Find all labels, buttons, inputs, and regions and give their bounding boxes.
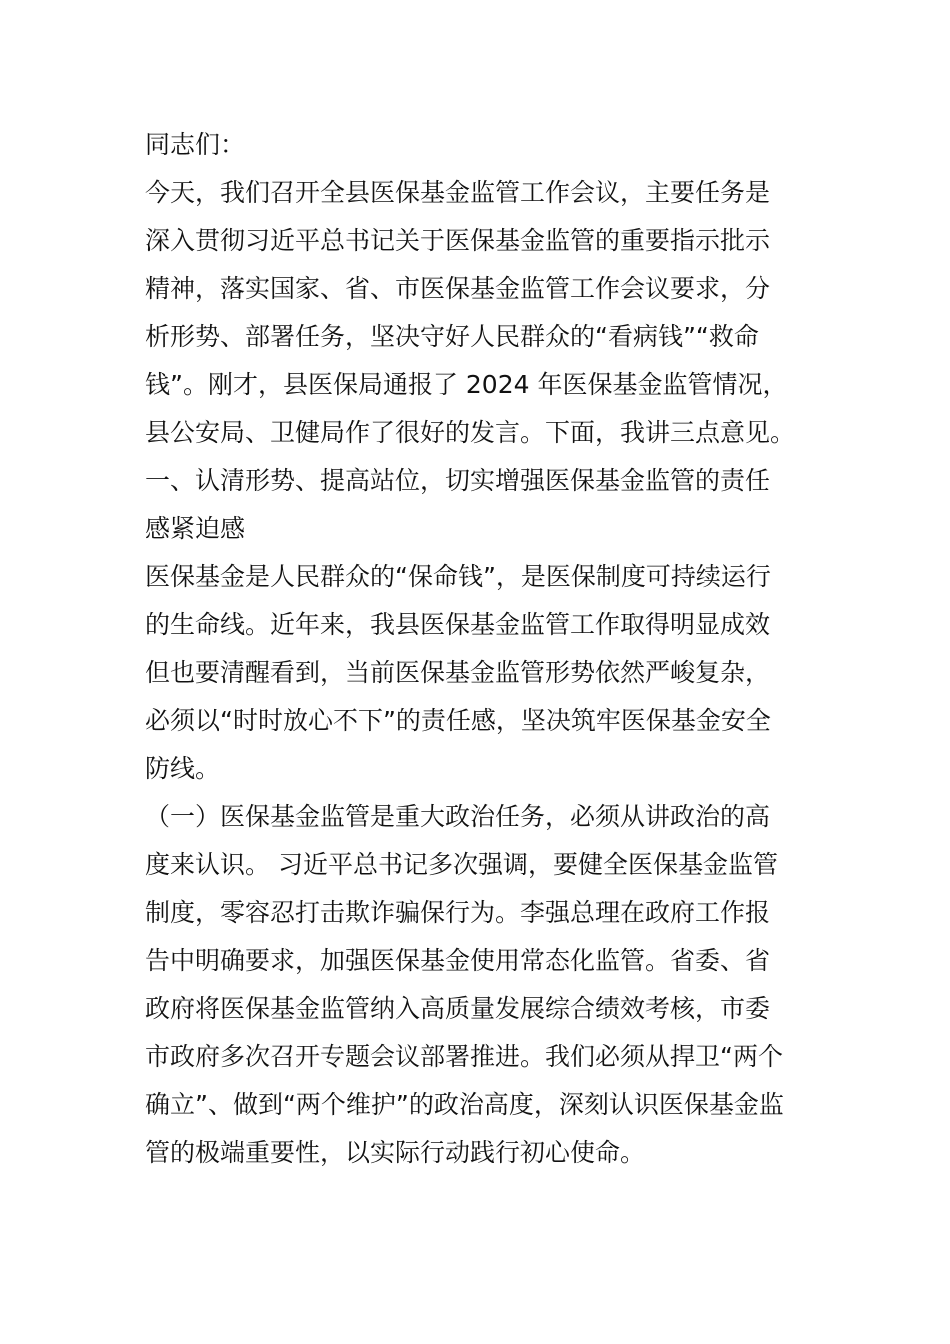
text-line: 深入贯彻习近平总书记关于医保基金监管的重要指示批示 xyxy=(145,226,771,255)
section-heading-line: 感紧迫感 xyxy=(145,514,246,543)
text-line: 告中明确要求，加强医保基金使用常态化监管。省委、省 xyxy=(145,946,771,975)
subsection-heading-line: （一）医保基金监管是重大政治任务，必须从讲政治的高 xyxy=(145,802,771,831)
text-line: 防线。 xyxy=(145,754,221,783)
salutation: 同志们： xyxy=(145,130,246,159)
text-line: 确立”、做到“两个维护”的政治高度，深刻认识医保基金监 xyxy=(145,1090,784,1119)
text-line: 政府将医保基金监管纳入高质量发展综合绩效考核，市委 xyxy=(145,994,771,1023)
text-line: 县公安局、卫健局作了很好的发言。下面，我讲三点意见。 xyxy=(145,418,796,447)
text-line: 钱”。刚才，县医保局通报了 2024 年医保基金监管情况， xyxy=(145,370,788,399)
text-line: 管的极端重要性，以实际行动践行初心使命。 xyxy=(145,1138,646,1167)
text-line: 医保基金是人民群众的“保命钱”，是医保制度可持续运行 xyxy=(145,562,771,591)
text-line: 但也要清醒看到，当前医保基金监管形势依然严峻复杂， xyxy=(145,658,771,687)
text-line: 析形势、部署任务，坚决守好人民群众的“看病钱”“救命 xyxy=(145,322,759,351)
text-line: 市政府多次召开专题会议部署推进。我们必须从捍卫“两个 xyxy=(145,1042,783,1071)
document-body xyxy=(145,124,810,1180)
text-line: 制度，零容忍打击欺诈骗保行为。李强总理在政府工作报 xyxy=(145,898,771,927)
text-line: 度来认识。 习近平总书记多次强调，要健全医保基金监管 xyxy=(145,850,778,879)
text-line: 必须以“时时放心不下”的责任感，坚决筑牢医保基金安全 xyxy=(145,706,771,735)
text-line: 今天，我们召开全县医保基金监管工作会议，主要任务是 xyxy=(145,178,771,207)
section-heading-line: 一、认清形势、提高站位，切实增强医保基金监管的责任 xyxy=(145,466,771,495)
text-line: 精神，落实国家、省、市医保基金监管工作会议要求，分 xyxy=(145,274,771,303)
text-line: 的生命线。近年来，我县医保基金监管工作取得明显成效 xyxy=(145,610,771,639)
